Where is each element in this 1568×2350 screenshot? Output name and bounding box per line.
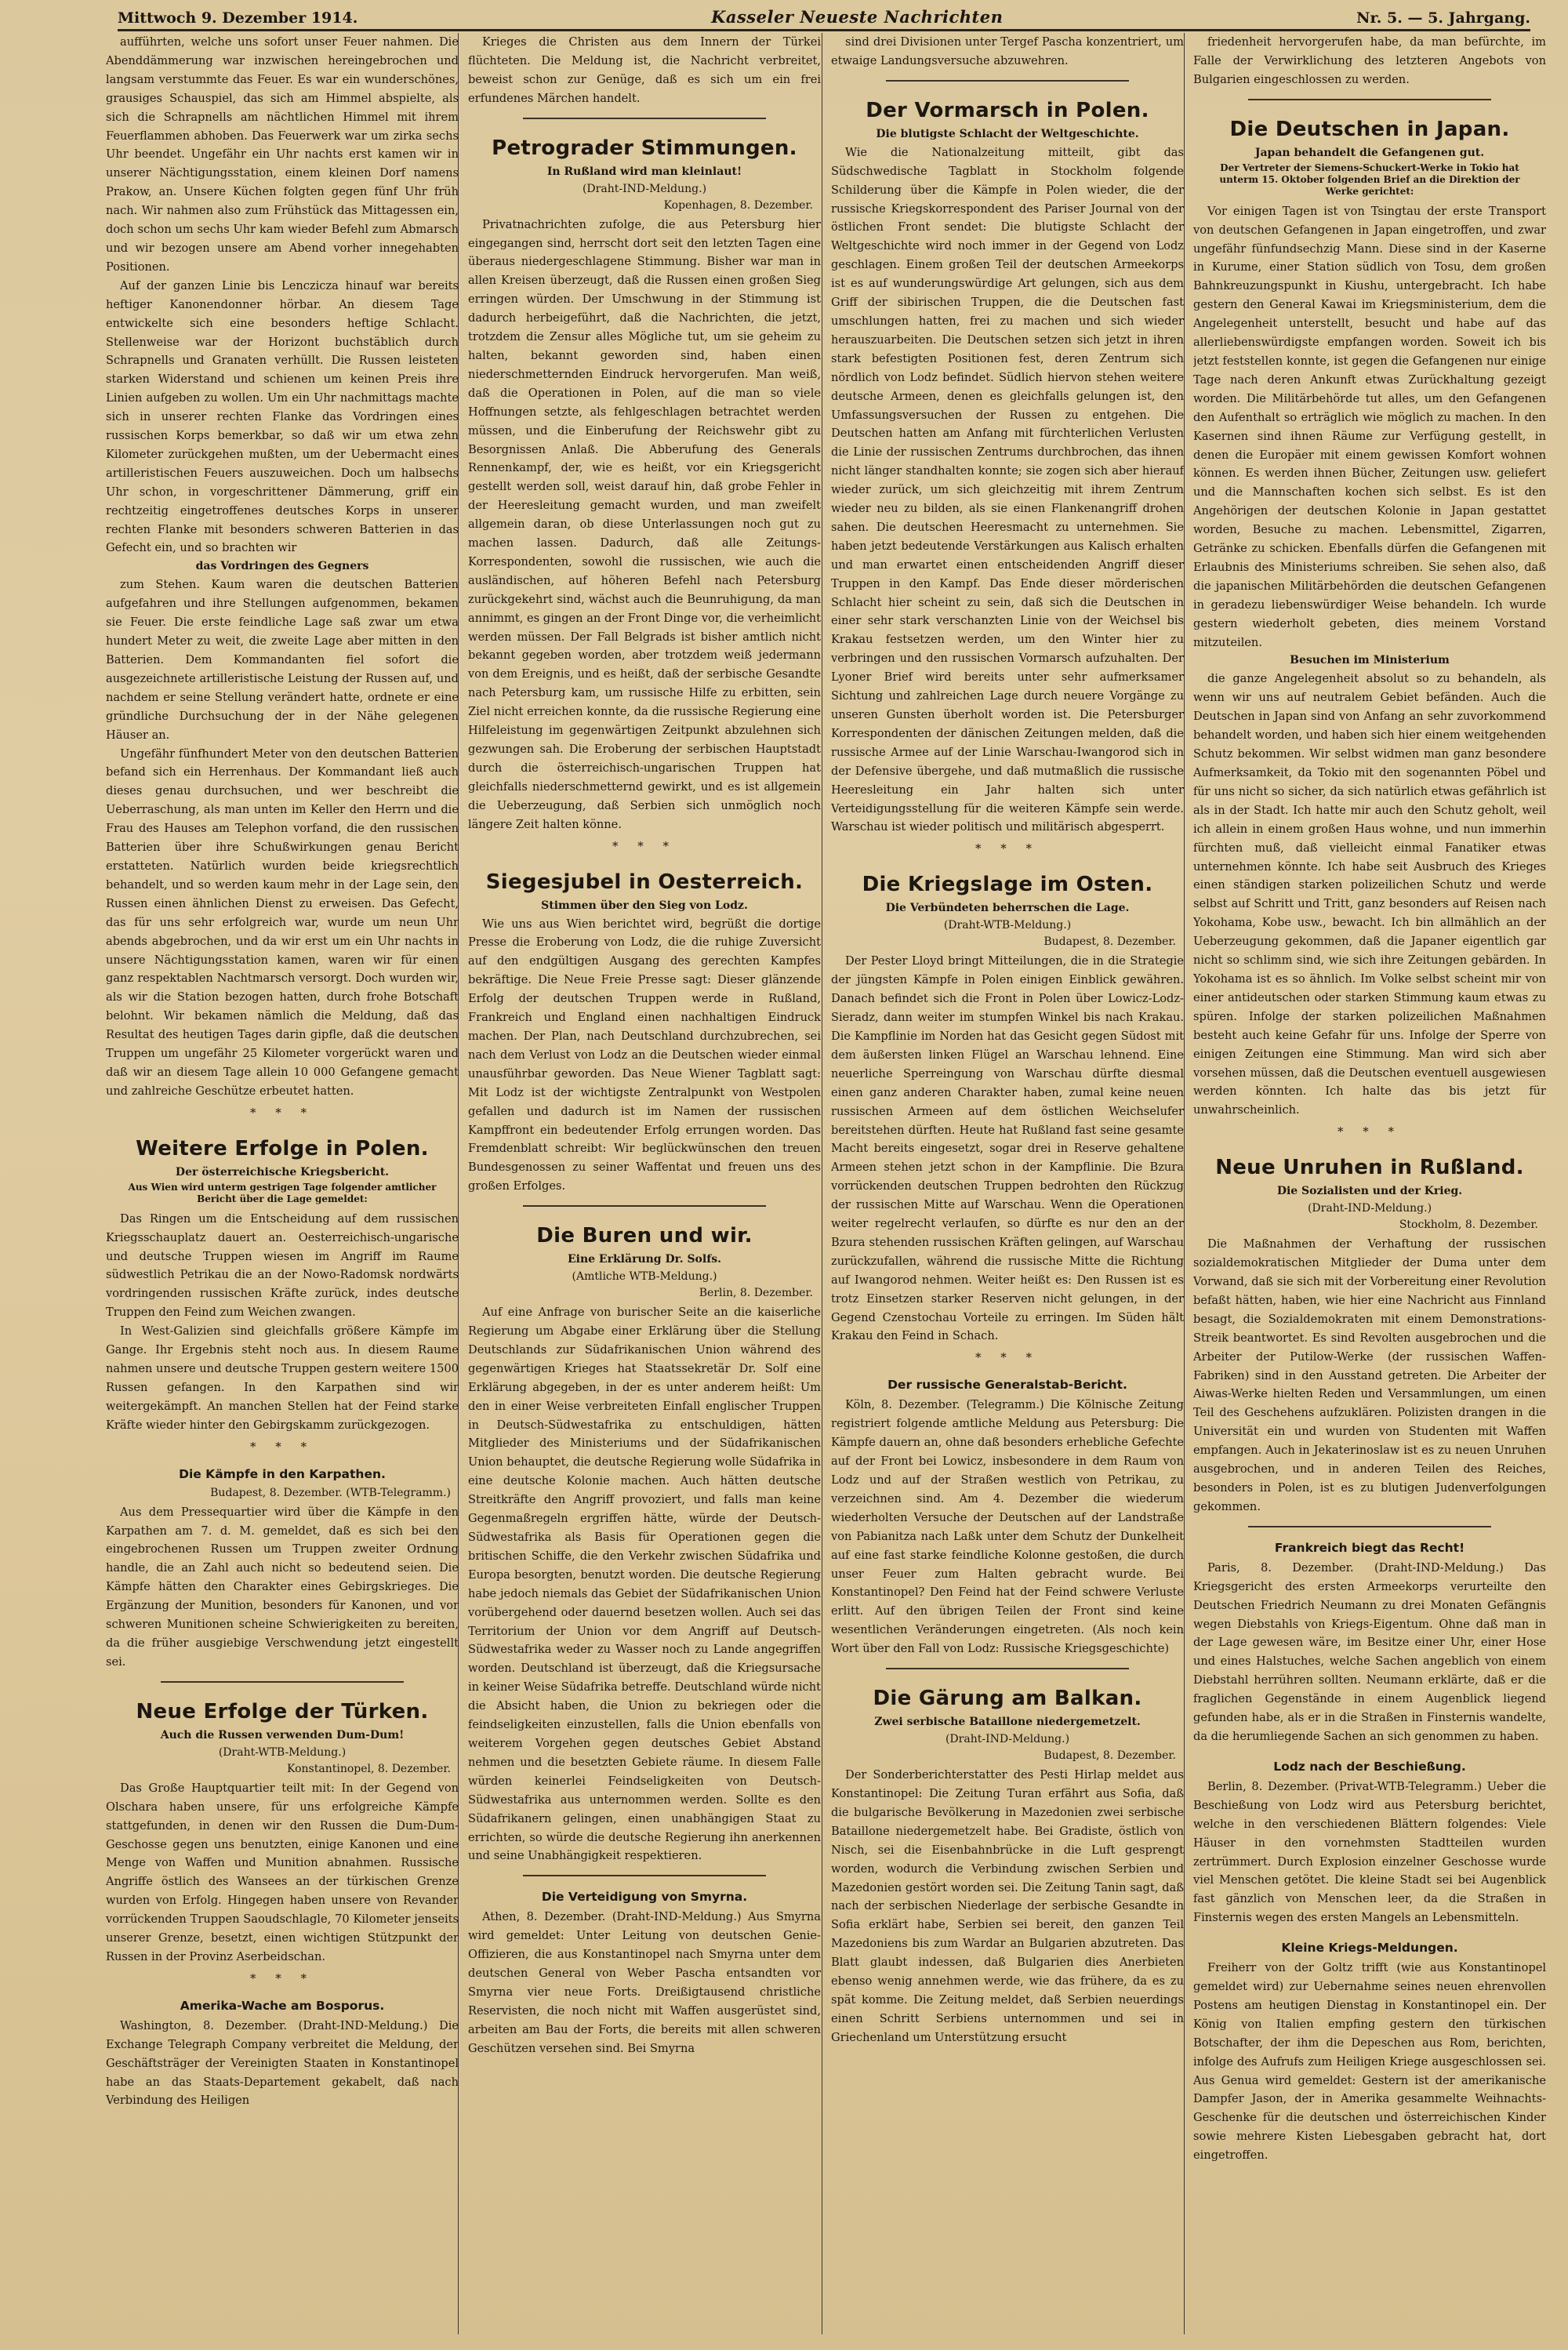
- agency-line: (Draht-IND-Meldung.): [945, 1733, 1070, 1746]
- article-paragraph: Wie die Nationalzeitung mitteilt, gibt das Südschwedische Tagblatt in Stockholm folgende Schilderung über die Kämpfe in Polen wieder, die der russische Kriegskorrespondent des Pariser Journal von der östlichen Front sendet: Die blutigste Schlacht der Weltgeschichte wird noch immer in der Gegend von Lodz geschlagen. Einem großen Teil der deutschen Armeekorps ist es auf wunderungswürdige Art gelungen, sich aus dem Griff der sibirischen Truppen, die die Deutschen fast umschlungen hatten, frei zu machen und sich wieder herauszuarbeiten. Die Deutschen setzen sich jetzt in ihren stark befestigten Positionen fest, deren Zentrum sich nördlich von Lodz befindet. Südlich hiervon stehen weitere deutsche Armeen, denen es gleichfalls gelungen ist, den Umfassungsversuchen der Russen zu entgehen. Die Deutschen hatten am Anfang mit fürchterlichen Verlusten die Linie der russischen Zentrums durchbrochen, das ihnen nicht länger standhalten konnte; sie zogen sich aber hierauf wieder zurück, um sich gleichzeitig mit ihrem Zentrum wieder neu zu bilden, als sie einen Flankenangriff drohen sahen. Die deutschen Heeresmacht zu unternehmen. Sie haben jetzt bedeutende Verstärkungen aus Kalisch erhalten und man erwartet einen entscheidenden Angriff dieser Truppen in den Kampf. Das Ende dieser mörderischen Schlacht hier scheint zu sein, daß sich die Deutschen in einer sehr stark verschanzten Linie von der Weichsel bis Krakau festsetzen werden, um den Winter hier zu verbringen und den russischen Vormarsch aufzuhalten. Der Lyoner Brief wird bereits unter sehr aufmerksamer Sichtung und zahlreichen Lage durch neuere Vorgänge zu unseren Gunsten überholt worden ist. Die Petersburger Korrespondenten der dänischen Zeitungen melden, daß die russische Armee auf der Linie Warschau-Iwangorod sich in der Defensive übergehe, und daß mutmaßlich die russische Heeresleitung ein Jahr halten sich unter Verteidigungsstellung für die weiteren Kämpfe sein werde. Warschau ist wieder politisch und militärisch abgesperrt.: [831, 145, 1184, 834]
- agency-line: (Draht-WTB-Meldung.): [218, 1745, 347, 1759]
- rule-divider: [1248, 1526, 1491, 1527]
- article-paragraph: aufführten, welche uns sofort unser Feuer nahmen. Die Abenddämmerung war inzwischen hereingebrochen und langsam verstummte das Feuer. Es war ein wunderschönes, grausiges Schauspiel, das sich am Himmel abspielte, als sich die Schrapnells am nächtlichen Himmel mit ihrem Feuerflammen abhoben. Das Feuerwerk war um zirka sechs Uhr beendet. Ungefähr ein Uhr nachts erst kamen wir in unserer Nächtigungsstation, einem kleinen Dorf namens Prakow, an. Unsere Küchen folgten gegen fünf Uhr früh nach. Wir nahmen also zum Frühstück das Mittagessen ein, doch schon um sechs Uhr kam wieder Befehl zum Abmarsch und wir bezogen unsere am Abend vorher innegehabten Positionen.: [106, 35, 459, 274]
- headline: Die Kämpfe in den Karpathen.: [179, 1466, 386, 1481]
- dateline: Berlin, 8. Dezember.: [699, 1287, 813, 1300]
- agency-line: (Draht-IND-Meldung.): [1307, 1202, 1432, 1215]
- page-header: [118, 5, 1530, 31]
- issue-number: Nr. 5. — 5. Jahrgang.: [1356, 9, 1530, 27]
- rule-divider: [523, 1205, 766, 1207]
- dateline: Stockholm, 8. Dezember.: [1399, 1219, 1538, 1232]
- subheading: das Vordringen des Gegners: [195, 560, 369, 573]
- column-2: [468, 33, 821, 2334]
- article-paragraph: Ungefähr fünfhundert Meter von den deutschen Batterien befand sich ein Herrenhaus. Der Kommandant ließ auch dieses genau durchsuchen, und wer beschreibt die Ueberraschung, als man unten im Keller den Herrn und die Frau des Hauses am Telephon vorfand, die den russischen Batterien über ihre Schußwirkungen genau Bericht erstatteten. Natürlich wurden beide kriegsrechtlich behandelt, und so werden kaum mehr in der Lage sein, den Russen einen ähnlichen Dienst zu erweisen. Das Gefecht, das für uns sehr erfolgreich war, wurde um neun Uhr abends abgebrochen, und da wir erst um ein Uhr nachts in unsere Nächtigungsstation kamen, waren wir für einen ganz respektablen Nachtmarsch versorgt. Doch wurden wir, als wir die Station bezogen hatten, durch frohe Botschaft belohnt. Wir bekamen nämlich die Meldung, daß das Resultat des heutigen Tages darin gipfle, daß die deutschen Truppen um ungefähr 25 Kilometer vorgerückt waren und daß wir an diesem Tage allein 10 000 Gefangene gemacht und zahlreiche Geschütze erbeutet hatten.: [106, 746, 459, 1098]
- article-paragraph: Freiherr von der Goltz trifft (wie aus Konstantinopel gemeldet wird) zur Uebernahme seines neuen ehrenvollen Postens am heutigen Dienstag in Konstantinopel ein. Der König von Italien empfing gestern den türkischen Botschafter, der ihm die Depeschen aus Rom, berichten, infolge des Aufrufs zum Heiligen Kriege ausgeschlossen sei. Aus Genua wird gemeldet: Gestern ist der amerikanische Dampfer Jason, der in Amerika gesammelte Weihnachts-Geschenke für die deutschen und österreichischen Kinder sowie mehrere Kisten Liebesgaben gebracht hat, dort eingetroffen.: [1193, 1961, 1546, 2163]
- article-paragraph: Washington, 8. Dezember. (Draht-IND-Meldung.) Die Exchange Telegraph Company verbreitet die Meldung, der Geschäftsträger der Vereinigten Staaten in Konstantinopel habe an das Staats-Departement gekabelt, daß nach Verbindung des Heiligen: [106, 2018, 459, 2108]
- section-divider: * * *: [249, 1970, 315, 1985]
- column-3: [831, 33, 1184, 2334]
- headline: Frankreich biegt das Recht!: [1274, 1540, 1465, 1555]
- dateline: Budapest, 8. Dezember.: [1044, 935, 1176, 949]
- section-divider: * * *: [249, 1105, 315, 1120]
- rule-divider: [1248, 99, 1491, 100]
- article-paragraph: Wie uns aus Wien berichtet wird, begrüßt die dortige Presse die Eroberung von Lodz, die die ruhige Zuversicht auf den endgültigen Ausgang des gerechten Kampfes bekräftige. Die Neue Freie Presse sagt: Dieser glänzende Erfolg der deutschen Truppen werde in Rußland, Frankreich und England einen nachhaltigen Eindruck machen. Der Plan, nach Deutschland durchzubrechen, sei nach dem Verlust von Lodz an die Deutschen wieder einmal unausführbar geworden. Das Neue Wiener Tagblatt sagt: Mit Lodz ist der wichtigste Zentralpunkt von Westpolen gefallen und dadurch ist im Namen der russischen Kampffront ein bedeutender Erfolg errungen worden. Das Fremdenblatt schreibt: Wir beglückwünschen den treuen Bundesgenossen zu seiner Waffentat und freuen uns des großen Erfolges.: [468, 917, 821, 1193]
- subheadline: Die Verbündeten beherrschen die Lage.: [885, 902, 1130, 915]
- subheadline: Stimmen über den Sieg von Lodz.: [541, 899, 748, 912]
- rule-divider: [523, 1875, 766, 1876]
- article-paragraph: Vor einigen Tagen ist von Tsingtau der erste Transport von deutschen Gefangenen in Japan eingetroffen, und zwar ungefähr fünfundsechzig Mann. Diese sind in der Kaserne in Kurume, einer Station südlich von Tosu, dem großen Bahnkreuzungspunkt in Kiushu, untergebracht. Ich habe gestern den General Kawai im Kriegsministerium, dem die Angelegenheit unterstellt, besucht und habe auf das allerliebenswürdigste empfangen worden. Soweit ich bis jetzt feststellen konnte, ist gegen die Gefangenen nur einige Tage nach deren Ankunft etwas Zurückhaltung gezeigt worden. Die Militärbehörde tut alles, um den Gefangenen den Aufenthalt so erträglich wie möglich zu machen. In den Kasernen sind ihnen Räume zur Verfügung gestellt, in denen die Europäer mit einem gewissen Komfort wohnen können. Es werden ihnen Bücher, Zeitungen usw. geliefert und die Mannschaften kochen sich selbst. Es ist den Angehörigen der deutschen Kolonie in Japan gestattet worden, Besuche zu machen. Lebensmittel, Zigarren, Getränke zu schicken. Ebenfalls dürfen die Gefangenen mit Erlaubnis des Ministeriums schreiben. Sie sehen also, daß die japanischen Militärbehörden die deutschen Gefangenen in geradezu liebenswürdiger Weise behandeln. Ich wurde gestern wiederholt gebeten, dies meinem Vorstand mitzuteilen.: [1193, 204, 1546, 649]
- article-paragraph: Auf eine Anfrage von burischer Seite an die kaiserliche Regierung um Abgabe einer Erklärung über die Stellung Deutschlands zur Südafrikanischen Union während des gegenwärtigen Krieges hat Staatssekretär Dr. Solf eine Erklärung abgegeben, in der es unter anderem heißt: Um den in einer Weise verbreiteten Einfall englischer Truppen in Deutsch-Südwestafrika zu entschuldigen, hätten Mitglieder des Ministeriums und der Südafrikanischen Union behauptet, die deutsche Regierung wolle Südafrika in eine deutsche Kolonie machen. Auch hätten deutsche Streitkräfte den Angriff provoziert, und falls man keine Gegenmaßregeln ergriffen hätte, würde der Deutsch-Südwestafrika als Basis für Operationen gegen die britischen Schiffe, die den Verkehr zwischen Südafrika und Europa besorgten, benutzt worden. Die deutsche Regierung habe jedoch niemals das Gebiet der Südafrikanischen Union vorübergehend oder dauernd besetzen wollen. Auch sei das Territorium der Union vor dem Angriff auf Deutsch-Südwestafrika weder zu Wasser noch zu Lande angegriffen worden. Deutschland ist überzeugt, daß die Kriegsursache in keiner Weise Südafrika betreffe. Deutschland würde nicht die Absicht haben, die Union zu bekriegen oder die feindseligkeiten einzustellen, falls die Union ebenfalls von weiterem Vorgehen gegen deutsches Gebiet Abstand nehmen und die besetzten Gebiete räume. In diesem Falle würden keinerlei Feindseligkeiten von Deutsch-Südwestafrika aus unternommen werden. Sollte es den Südafrikanern gelingen, einen unabhängigen Staat zu errichten, so würde die deutsche Regierung ihn anerkennen und seine Unabhängigkeit respektieren.: [468, 1306, 821, 1863]
- headline: Die Gärung am Balkan.: [873, 1687, 1142, 1711]
- rule-divider: [886, 80, 1129, 82]
- section-divider: * * *: [1337, 1124, 1403, 1139]
- headline: Petrograder Stimmungen.: [492, 136, 797, 160]
- headline: Lodz nach der Beschießung.: [1273, 1759, 1466, 1774]
- column-rule: [1184, 33, 1185, 2334]
- column-4: [1193, 33, 1546, 2334]
- section-divider: * * *: [612, 838, 677, 853]
- article-paragraph: Athen, 8. Dezember. (Draht-IND-Meldung.) Aus Smyrna wird gemeldet: Unter Leitung von deutschen Genie-Offizieren, die aus Konstantinopel nach Smyrna unter dem deutschen General von Weber Pascha entsandten vor Smyrna vier neue Forts. Dreißigtausend christliche Reservisten, die noch nicht mit Waffen ausgerüstet sind, arbeiten am Bau der Forts, die bereits mit allen schweren Geschützen versehen sind. Bei Smyrna: [468, 1910, 821, 2055]
- issue-date: Mittwoch 9. Dezember 1914.: [118, 9, 358, 27]
- subheadline: Eine Erklärung Dr. Solfs.: [567, 1253, 721, 1266]
- agency-line: (Draht-WTB-Meldung.): [943, 919, 1072, 932]
- article-paragraph: Die Maßnahmen der Verhaftung der russischen sozialdemokratischen Mitglieder der Duma unter dem Vorwand, daß sie sich mit der Vorbereitung einer Revolution befaßt hätten, haben, wie hier eine Nachricht aus Finnland besagt, die Sozialdemokraten mit einem Demonstrations-Streik beantwortet. Es sind Revolten ausgebrochen und die Arbeiter der Putilow-Werke (der russischen Waffen-Fabriken) sind in den Ausstand getreten. Die Arbeiter der Aiwas-Werke hielten Reden und Versammlungen, um einen Teil des Geschehens aufzuklären. Polizisten drangen in die Universität ein und wurden von Studenten mit Waffen empfangen. Auch in Jekaterinoslaw ist es zu neuen Unruhen ausgebrochen, und in anderen Teilen des Reiches, besonders in Polen, ist es zu blutigen Judenverfolgungen gekommen.: [1193, 1237, 1546, 1513]
- article-paragraph: Das Große Hauptquartier teilt mit: In der Gegend von Olschara haben unsere, für uns erfolgreiche Kämpfe stattgefunden, in denen wir den Russen die Dum-Dum-Geschosse gegen uns benutzten, einige Kanonen und eine Menge von Waffen und Munition abnahmen. Russische Angriffe östlich des Wansees an der türkischen Grenze wurden von Erfolg. Hingegen haben unsere von Revander vorrückenden Truppen Saoudschlagle, 70 Kilometer jenseits unserer Grenze, besetzt, einen wichtigen Stützpunkt der Russen in der Provinz Aserbeidschan.: [106, 1781, 459, 1963]
- subheadline: Auch die Russen verwenden Dum-Dum!: [160, 1728, 405, 1742]
- subheadline: In Rußland wird man kleinlaut!: [546, 165, 742, 178]
- subheadline: Die Sozialisten und der Krieg.: [1276, 1185, 1463, 1198]
- headline: Siegesjubel in Oesterreich.: [485, 870, 804, 894]
- headline: Die Deutschen in Japan.: [1229, 117, 1510, 141]
- headline: Neue Unruhen in Rußland.: [1215, 1156, 1524, 1180]
- masthead: Kasseler Neueste Nachrichten: [711, 7, 1004, 27]
- rule-divider: [523, 118, 766, 119]
- headline: Amerika-Wache am Bosporus.: [180, 1998, 385, 2013]
- article-paragraph: Aus dem Pressequartier wird über die Kämpfe in den Karpathen am 7. d. M. gemeldet, daß es sich bei den eingebrochenen Russen um Truppen zweiter Ordnung handle, die an Zahl auch nicht so bedeutend seien. Die Kämpfe hätten den Charakter eines Gebirgskrieges. Die Ergänzung der Munition, besonders für Kanonen, und vor schweren Munitionen scheine Schwierigkeiten zu bereiten, da die früher ausgiebige Verschwendung jetzt eingestellt sei.: [106, 1505, 459, 1669]
- rule-divider: [161, 1681, 404, 1683]
- subheadline: Japan behandelt die Gefangenen gut.: [1254, 146, 1485, 159]
- headline: Neue Erfolge der Türken.: [136, 1699, 429, 1723]
- agency-line: (Amtliche WTB-Meldung.): [572, 1270, 717, 1284]
- article-paragraph: Paris, 8. Dezember. (Draht-IND-Meldung.) Das Kriegsgericht des ersten Armeekorps verurteilte den Deutschen Friedrich Neumann zu drei Monaten Gefängnis wegen Diebstahls von Kriegs-Eigentum. Ohne daß man in der Lage gewesen wäre, im Besitze einer Uhr, einer Hose und eines Halstuches, welche Sachen angeblich von einem Diebstahl herrühren sollten. Neumann erklärte, daß er die fraglichen Gegenstände in einem Augenblick liegend gefunden habe, als er in die Straßen in Finsternis wandelte, da die herumliegende Sachen an sich genommen zu haben.: [1193, 1560, 1546, 1743]
- article-paragraph: Auf der ganzen Linie bis Lenczicza hinauf war bereits heftiger Kanonendonner hörbar. An diesem Tage entwickelte sich eine besonders heftige Schlacht. Stellenweise war der Horizont buchstäblich durch Schrapnells und Granaten verhüllt. Die Russen leisteten starken Widerstand und schienen um keinen Preis ihre Linien aufgeben zu wollen. Um ein Uhr nachmittags machte sich in unserer rechten Flanke das Vordringen eines russischen Korps bemerkbar, so daß wir um etwa zehn Kilometer zurückgehen mußten, um der Uebermacht eines artilleristischen Feuers auszuweichen. Doch um halbsechs Uhr schon, in vorgeschrittener Dämmerung, griff ein rechtzeitig eingetroffenes deutsches Korps in unserer rechten Flanke mit besonders schweren Batterien in das Gefecht ein, und so brachten wir: [106, 278, 459, 555]
- column-1: [106, 33, 459, 2334]
- headline: Weitere Erfolge in Polen.: [136, 1136, 429, 1160]
- rule-divider: [886, 1668, 1129, 1669]
- section-divider: * * *: [975, 1350, 1040, 1365]
- article-paragraph: zum Stehen. Kaum waren die deutschen Batterien aufgefahren und ihre Stellungen aufgenommen, bekamen sie Feuer. Die erste feindliche Lage saß zwar um etwa hundert Meter zu weit, die zweite Lage aber mitten in den Batterien. Dem Kommandanten fiel sofort die ausgezeichnete artilleristische Leistung der Russen auf, und nachdem er seine Stellung verändert hatte, ordnete er eine gründliche Durchsuchung der in der Nähe gelegenen Häuser an.: [106, 578, 459, 742]
- dateline: Budapest, 8. Dezember. (WTB-Telegramm.): [210, 1486, 451, 1499]
- article-paragraph: Der Pester Lloyd bringt Mitteilungen, die in die Strategie der jüngsten Kämpfe in Polen einigen Einblick gewähren. Danach befindet sich die Front in Polen über Lowicz-Lodz-Sieradz, dann weiter im stumpfen Winkel bis nach Krakau. Die Kampflinie im Norden hat das Gesicht gegen Südost mit dem äußersten linken Flügel an Warschau lehnend. Eine neuerliche Sperreingung von Warschau dürfte diesmal einen ganz anderen Charakter haben, zumal keine neuen russischen Armeen auf dem östlichen Weichselufer bereitstehen dürften. Heute hat Rußland fast seine gesamte Macht bereits eingesetzt, sogar drei in Reserve gehaltene Armeen stehen jetzt schon in der Kampflinie. Die Bzura vorrückenden deutschen Truppen bedrohten den Rückzug der russischen Mitte auf Warschau. Wenn die Operationen weiter regelrecht verlaufen, so dürfte es nur den an der Bzura stehenden russischen Kräften gelingen, auf Warschau zurückzufallen, während die russische Mitte die Richtung auf Iwangorod nehmen. Weiter heißt es: Den Russen ist es trotz Einsetzen starker Reserven nicht gelungen, in der Gegend Czenstochau Vorteile zu erringen. Im Süden hält Krakau den Feind in Schach.: [831, 954, 1184, 1343]
- section-divider: * * *: [975, 841, 1040, 856]
- headline: Der Vormarsch in Polen.: [866, 98, 1149, 122]
- article-paragraph: Krieges die Christen aus dem Innern der Türkei flüchteten. Die Meldung ist, die Nachricht verbreitet, beweist schon zur Genüge, daß es sich um ein frei erfundenes Märchen handelt.: [468, 35, 821, 105]
- headline: Kleine Kriegs-Meldungen.: [1281, 1941, 1458, 1956]
- article-paragraph: friedenheit hervorgerufen habe, da man befürchte, im Falle der Verwirklichung des letzteren Angebots von Bulgarien eingeschlossen zu werden.: [1193, 35, 1546, 86]
- subheading: Besuchen im Ministerium: [1290, 654, 1450, 667]
- agency-line: (Draht-IND-Meldung.): [582, 182, 707, 195]
- headline: Die Kriegslage im Osten.: [862, 873, 1153, 897]
- article-paragraph: Der Sonderberichterstatter des Pesti Hirlap meldet aus Konstantinopel: Die Zeitung Turan erfährt aus Sofia, daß die bulgarische Bevölkerung in Mazedonien zwei serbische Bataillone niedergemetzelt habe. Bei Gradiste, östlich von Nisch, sei die Eisenbahnbrücke in die Luft gesprengt worden, wodurch die Verbindung zwischen Serbien und Mazedonien gestört worden sei. Die Zeitung Tanin sagt, daß nach der serbischen Niederlage der serbische Gesandte in Sofia erklärt habe, Serbien sei bereit, den ganzen Teil Mazedoniens bis zum Wardar an Bulgarien abzutreten. Das Blatt glaubt indessen, daß Bulgarien dies Anerbieten ebenso wenig annehmen werde, wie das frühere, da es zu spät komme. Die Zeitung meldet, daß Serbien neuerdings einen Schritt Serbiens unternommen und sei in Griechenland um Unterstützung ersucht: [831, 1768, 1184, 2044]
- article-paragraph: Privatnachrichten zufolge, die aus Petersburg hier eingegangen sind, herrscht dort seit den letzten Tagen eine überaus niedergeschlagene Stimmung. Bisher war man in allen Kreisen überzeugt, daß die Russen einen großen Sieg erringen würden. Der Umschwung in der Stimmung ist dadurch herbeigeführt, daß die Nachrichten, die jetzt, trotzdem die Zensur alles Mögliche tut, um sie geheim zu halten, bekannt geworden sind, haben einen niederschmetternden Eindruck hervorgerufen. Man weiß, daß die Operationen in Polen, auf die man so viele Hoffnungen setzte, als fehlgeschlagen betrachtet werden müssen, und die Einberufung der Reichswehr gibt zu Besorgnissen Anlaß. Die Abberufung des Generals Rennenkampf, der, wie es heißt, vor ein Kriegsgericht gestellt werden soll, weist darauf hin, daß grobe Fehler in der Heeresleitung gemacht wurden, und man zweifelt allgemein daran, ob diese Unterlassungen noch gut zu machen lassen. Dadurch, daß alle Zeitungs-Korrespondenten, sowohl die russischen, wie auch die ausländischen, auf höheren Befehl nach Petersburg zurückgekehrt sind, wächst auch die Beunruhigung, da man annimmt, es gingen an der Front Dinge vor, die verheimlicht werden müssen. Der Fall Belgrads ist bisher amtlich nicht bekannt gegeben worden, aber trotzdem weiß jedermann von dem Ereignis, und es heißt, daß der serbische Gesandte nach Petersburg kam, um russische Hilfe zu erbitten, sein Ziel nicht erreichen konnte, da die russische Regierung eine Hilfeleistung im gegenwärtigen Zeitpunkt abzulehnen sich gezwungen sah. Die Eroberung der serbischen Hauptstadt durch die österreichisch-ungarischen Truppen hat gleichfalls niederschmetternd gewirkt, und es ist allgemein die Ueberzeugung, daß Serbien sich unmöglich noch längere Zeit halten könne.: [468, 217, 821, 831]
- dateline: Konstantinopel, 8. Dezember.: [287, 1762, 451, 1775]
- article-paragraph: In West-Galizien sind gleichfalls größere Kämpfe im Gange. Ihr Ergebnis steht noch aus. In diesem Raume nahmen unsere und deutsche Truppen gestern weitere 1500 Russen gefangen. In den Karpathen sind wir weitergekämpft. An manchen Stellen hat der Feind starke Kräfte wieder hinter den Gebirgskamm zurückgezogen.: [106, 1324, 459, 1432]
- article-paragraph: Das Ringen um die Entscheidung auf dem russischen Kriegsschauplatz dauert an. Oesterreichisch-ungarische und deutsche Truppen wiesen im Angriff im Raume südwestlich Petrikau die an der Nowo-Radomsk nordwärts vordringenden russischen Kräfte zurück, indes deutsche Truppen den Feind zum Weichen zwangen.: [106, 1211, 459, 1320]
- article-paragraph: Köln, 8. Dezember. (Telegramm.) Die Kölnische Zeitung registriert folgende amtliche Meldung aus Petersburg: Die Kämpfe dauern an, ohne daß besonders erhebliche Gefechte auf der Front bei Lowicz, insbesondere in dem Raum von Lodz und auf der Straßen westlich von Petrikau, zu verzeichnen sind. Am 4. Dezember die wiederum wiederholten Versuche der Deutschen auf der Landstraße von Pabianitza nach Laßk unter dem Schutz der Dunkelheit auf eine fast starke feindliche Kolonne gestoßen, die durch unser Feuer zum Halten gebracht wurde. Bei Konstantinopel? Den Feind hat der Feind schwere Verluste erlitt. Auf den übrigen Teilen der Front sind keine wesentlichen Veränderungen eingetreten. (Als noch kein Wort über den Fall von Lodz: Russische Kriegsgeschichte): [831, 1398, 1184, 1656]
- subheadline: Der österreichische Kriegsbericht.: [175, 1165, 390, 1179]
- article-paragraph: Berlin, 8. Dezember. (Privat-WTB-Telegramm.) Ueber die Beschießung von Lodz wird aus Petersburg berichtet, welche in den verschiedenen Blättern folgendes: Viele Häuser in den vornehmsten Stadtteilen wurden zertrümmert. Durch Explosion einzelner Geschosse wurde viel Menschen getötet. Die kleine Stadt sei bei Augenblick fast gänzlich von Menschen leer, da die Straßen in Finsternis wegen des ersten Mangels an Lebensmitteln.: [1193, 1779, 1546, 1925]
- article-paragraph: sind drei Divisionen unter Tergef Pascha konzentriert, um etwaige Landungsversuche abzuwehren.: [831, 35, 1184, 67]
- headline: Der russische Generalstab-Bericht.: [887, 1378, 1127, 1393]
- dateline: Kopenhagen, 8. Dezember.: [663, 198, 813, 212]
- headline: Die Verteidigung von Smyrna.: [541, 1890, 748, 1905]
- section-divider: * * *: [249, 1439, 315, 1454]
- headline-note: Aus Wien wird unterm gestrigen Tage folgender amtlicher Bericht über die Lage gemeldet:: [128, 1181, 437, 1204]
- subheadline: Die blutigste Schlacht der Weltgeschichte.: [876, 127, 1139, 140]
- subheadline: Zwei serbische Bataillone niedergemetzelt.: [874, 1716, 1141, 1729]
- headline-note: Der Vertreter der Siemens-Schuckert-Werke in Tokio hat unterm 15. Oktober folgenden Brief an die Direktion der Werke gerichtet:: [1219, 162, 1520, 197]
- dateline: Budapest, 8. Dezember.: [1044, 1749, 1176, 1763]
- headline: Die Buren und wir.: [536, 1224, 753, 1248]
- article-paragraph: die ganze Angelegenheit absolut so zu behandeln, als wenn wir uns auf neutralem Gebiet befänden. Auch die Deutschen in Japan sind von Anfang an sehr zuvorkommend behandelt worden, und haben sich hier einem weitgehenden Schutz bekommen. Wir selbst widmen man ganz besondere Aufmerksamkeit, da Tokio mit den sogenannten Pöbel und für uns nicht so sicher, da sich natürlich etwas gefährlich ist als in der Stadt. Ich hatte mir auch den Schutz geholt, weil ich allein in einem großen Haus wohne, und nun immerhin fürchten muß, daß vielleicht einmal Fanatiker etwas unternehmen könnte. Ich habe seit Ausbruch des Krieges einen ständigen starken polizeilichen Schutz und werde selbst auf Schritt und Tritt, ganz besonders auf Reisen nach Yokohama, Kobe usw., bewacht. Ich bin allmählich an der Ueberzeugung gekommen, daß die Japaner eigentlich gar nicht so schlimm sind, wie sich ihre Zeitungen gebärden. In Yokohama ist es so ähnlich. Im Volke selbst scheint mir von einer antideutschen oder starken Stimmung kaum etwas zu spüren. Infolge der starken polizeilichen Maßnahmen besteht auch keine Gefahr für uns. Infolge der Sperre von einigen Zeitungen eine Stimmung. Man wird sich aber vorsehen müssen, daß die Deutschen eventuell ausgewiesen werden könnten. Ich halte das bis jetzt für unwahrscheinlich.: [1193, 672, 1546, 1117]
